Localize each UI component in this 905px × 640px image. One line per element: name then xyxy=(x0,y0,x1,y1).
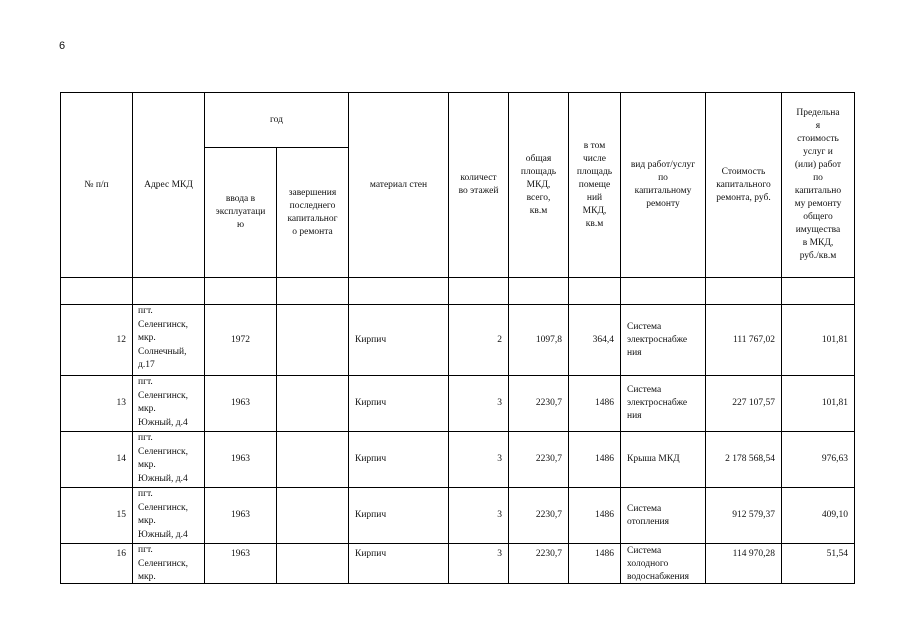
cell-max: 101,81 xyxy=(781,375,855,432)
cell-floors: 3 xyxy=(448,431,509,488)
cell-num: 16 xyxy=(60,543,133,584)
cell-work: Система электроснабже ния xyxy=(620,375,706,432)
cell-floors: 3 xyxy=(448,543,509,584)
header-cost: Стоимость капитального ремонта, руб. xyxy=(705,92,782,278)
cell-premises: 364,4 xyxy=(568,304,621,376)
cell-address: пгт. Селенгинск, мкр. Южный, д.4 xyxy=(132,375,205,432)
header-address: Адрес МКД xyxy=(132,92,205,278)
cell-total: 2230,7 xyxy=(508,543,569,584)
cell-max: 976,63 xyxy=(781,431,855,488)
cell-num: 13 xyxy=(60,375,133,432)
cell-year: 1963 xyxy=(204,487,277,544)
header-premises-area: в том числе площадь помеще ний МКД, кв.м xyxy=(568,92,621,278)
header-work-type: вид работ/услуг по капитальному ремонту xyxy=(620,92,706,278)
spacer-cell xyxy=(348,277,449,305)
cell-cost: 912 579,37 xyxy=(705,487,782,544)
cell-address: пгт. Селенгинск, мкр. Южный, д.4 xyxy=(132,487,205,544)
cell-num: 12 xyxy=(60,304,133,376)
header-year-group: год xyxy=(204,92,349,148)
cell-work: Система отопления xyxy=(620,487,706,544)
cell-floors: 3 xyxy=(448,487,509,544)
cell-max: 51,54 xyxy=(781,543,855,584)
cell-material: Кирпич xyxy=(348,543,449,584)
cell-max: 101,81 xyxy=(781,304,855,376)
cell-premises: 1486 xyxy=(568,543,621,584)
cell-material: Кирпич xyxy=(348,304,449,376)
cell-num: 15 xyxy=(60,487,133,544)
cell-cost: 114 970,28 xyxy=(705,543,782,584)
cell-cost: 2 178 568,54 xyxy=(705,431,782,488)
cell-total: 1097,8 xyxy=(508,304,569,376)
cell-work: Система холодного водоснабжения xyxy=(620,543,706,584)
cell-floors: 3 xyxy=(448,375,509,432)
header-year-last-repair: завершения последнего капитальног о ремонта xyxy=(276,147,349,278)
spacer-cell xyxy=(276,277,349,305)
cell-work: Крыша МКД xyxy=(620,431,706,488)
cell-premises: 1486 xyxy=(568,487,621,544)
cell-address: пгт. Селенгинск, мкр. Южный, д.4 xyxy=(132,431,205,488)
header-total-area: общая площадь МКД, всего, кв.м xyxy=(508,92,569,278)
cell-repair xyxy=(276,304,349,376)
cell-year: 1963 xyxy=(204,543,277,584)
cell-year: 1963 xyxy=(204,375,277,432)
spacer-cell xyxy=(705,277,782,305)
header-max-cost: Предельна я стоимость услуг и (или) работ по капитально му ремонту общего имущества в МКД, руб./кв.м xyxy=(781,92,855,278)
spacer-cell xyxy=(204,277,277,305)
cell-material: Кирпич xyxy=(348,431,449,488)
spacer-cell xyxy=(448,277,509,305)
cell-total: 2230,7 xyxy=(508,375,569,432)
cell-repair xyxy=(276,487,349,544)
cell-address: пгт. Селенгинск, мкр. Солнечный, д.17 xyxy=(132,304,205,376)
cell-year: 1963 xyxy=(204,431,277,488)
cell-repair xyxy=(276,431,349,488)
cell-max: 409,10 xyxy=(781,487,855,544)
cell-year: 1972 xyxy=(204,304,277,376)
cell-total: 2230,7 xyxy=(508,431,569,488)
cell-num: 14 xyxy=(60,431,133,488)
cell-floors: 2 xyxy=(448,304,509,376)
cell-cost: 111 767,02 xyxy=(705,304,782,376)
spacer-cell xyxy=(508,277,569,305)
page-number: 6 xyxy=(59,40,66,52)
spacer-cell xyxy=(620,277,706,305)
cell-material: Кирпич xyxy=(348,487,449,544)
header-floors: количест во этажей xyxy=(448,92,509,278)
cell-repair xyxy=(276,375,349,432)
cell-premises: 1486 xyxy=(568,375,621,432)
cell-premises: 1486 xyxy=(568,431,621,488)
spacer-cell xyxy=(781,277,855,305)
spacer-cell xyxy=(132,277,205,305)
cell-total: 2230,7 xyxy=(508,487,569,544)
spacer-cell xyxy=(568,277,621,305)
cell-repair xyxy=(276,543,349,584)
spacer-cell xyxy=(60,277,133,305)
header-year-commission: ввода в эксплуатаци ю xyxy=(204,147,277,278)
cell-cost: 227 107,57 xyxy=(705,375,782,432)
cell-address: пгт. Селенгинск, мкр. xyxy=(132,543,205,584)
cell-work: Система электроснабже ния xyxy=(620,304,706,376)
header-wall-material: материал стен xyxy=(348,92,449,278)
cell-material: Кирпич xyxy=(348,375,449,432)
header-num: № п/п xyxy=(60,92,133,278)
